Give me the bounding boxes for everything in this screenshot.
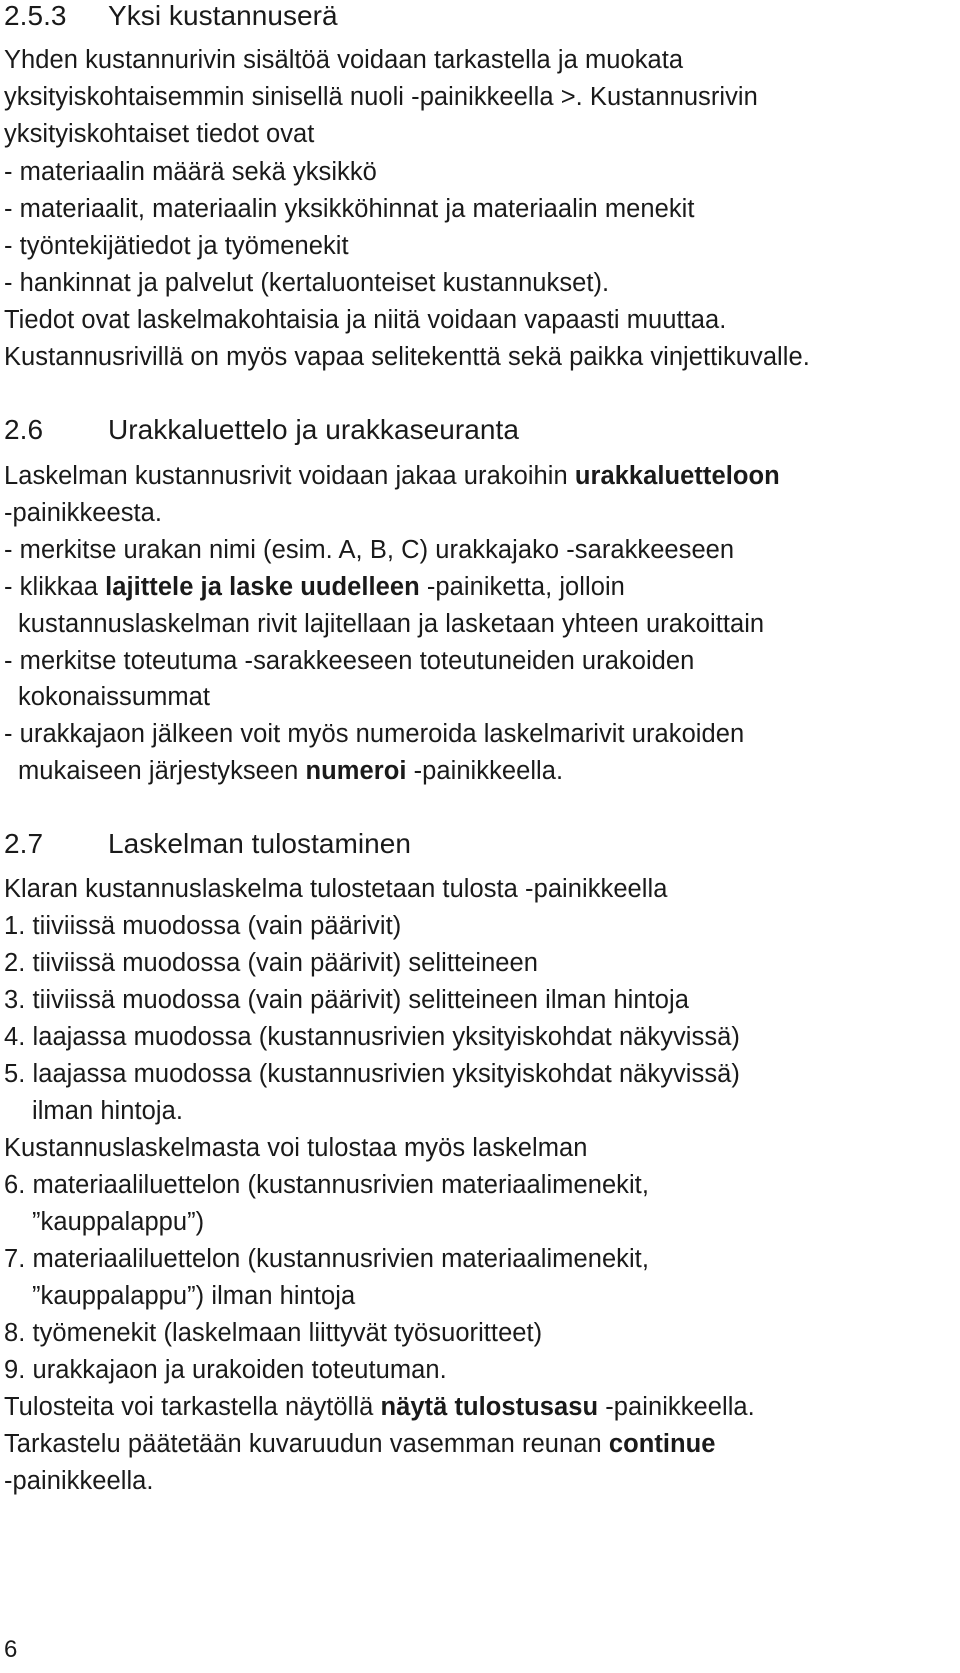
paragraph-line: Klaran kustannuslaskelma tulostetaan tulosta -painikkeella	[4, 875, 668, 903]
list-item: - materiaalit, materiaalin yksikköhinnat ja materiaalin menekit	[4, 195, 695, 223]
list-item	[4, 572, 625, 602]
list-item-continuation	[18, 756, 563, 786]
text-span: -painiketta, jolloin	[419, 573, 625, 601]
numbered-item: 8. työmenekit (laskelmaan liittyvät työsuoritteet)	[4, 1319, 543, 1347]
section-heading-2-6	[4, 414, 519, 446]
section-number: 2.5.3	[4, 0, 67, 31]
section-number: 2.6	[4, 414, 44, 445]
numbered-item-continuation: ”kauppalappu”)	[32, 1208, 205, 1236]
paragraph-line: yksityiskohtaisemmin sinisellä nuoli -painikkeella >. Kustannusrivin	[4, 83, 758, 111]
section-heading-2-7	[4, 828, 411, 860]
paragraph-line: Kustannuslaskelmasta voi tulostaa myös laskelman	[4, 1134, 588, 1162]
paragraph-line: -painikkeella.	[4, 1467, 154, 1495]
text-span: -painikkeella.	[406, 757, 564, 785]
list-item: - työntekijätiedot ja työmenekit	[4, 232, 349, 260]
page-number: 6	[4, 1636, 18, 1663]
list-item: - merkitse urakan nimi (esim. A, B, C) urakkajako -sarakkeeseen	[4, 536, 735, 564]
paragraph-line: Yhden kustannurivin sisältöä voidaan tarkastella ja muokata	[4, 46, 684, 74]
bold-term: lajittele ja laske uudelleen	[105, 573, 420, 601]
numbered-item: 1. tiiviissä muodossa (vain päärivit)	[4, 912, 402, 940]
section-number: 2.7	[4, 828, 44, 859]
list-item: - materiaalin määrä sekä yksikkö	[4, 158, 377, 186]
bold-term: numeroi	[305, 757, 407, 785]
text-span: Tarkastelu päätetään kuvaruudun vasemman reunan	[4, 1430, 609, 1458]
paragraph-line: -painikkeesta.	[4, 499, 163, 527]
text-span: -painikkeella.	[598, 1393, 755, 1421]
bold-term: continue	[608, 1430, 716, 1458]
numbered-item-continuation: ”kauppalappu”) ilman hintoja	[32, 1282, 356, 1310]
section-title: Urakkaluettelo ja urakkaseuranta	[108, 414, 519, 445]
section-title: Yksi kustannuserä	[108, 0, 338, 31]
text-span: Laskelman kustannusrivit voidaan jakaa urakoihin	[4, 462, 575, 490]
text-span: mukaiseen järjestykseen	[18, 757, 306, 785]
section-title: Laskelman tulostaminen	[108, 828, 412, 859]
numbered-item: 5. laajassa muodossa (kustannusrivien yksityiskohdat näkyvissä)	[4, 1060, 740, 1088]
paragraph-line	[4, 461, 780, 491]
numbered-item: 3. tiiviissä muodossa (vain päärivit) selitteineen ilman hintoja	[4, 986, 689, 1014]
numbered-item: 4. laajassa muodossa (kustannusrivien yksityiskohdat näkyvissä)	[4, 1023, 740, 1051]
numbered-item: 6. materiaaliluettelon (kustannusrivien materiaalimenekit,	[4, 1171, 649, 1199]
numbered-item: 7. materiaaliluettelon (kustannusrivien materiaalimenekit,	[4, 1245, 649, 1273]
paragraph-line	[4, 1429, 716, 1459]
list-item-continuation: kustannuslaskelman rivit lajitellaan ja lasketaan yhteen urakoittain	[18, 610, 765, 638]
numbered-item: 2. tiiviissä muodossa (vain päärivit) selitteineen	[4, 949, 538, 977]
bold-term: näytä tulostusasu	[380, 1393, 599, 1421]
paragraph-line: Kustannusrivillä on myös vapaa selitekenttä sekä paikka vinjettikuvalle.	[4, 343, 810, 371]
text-span: Tulosteita voi tarkastella näytöllä	[4, 1393, 381, 1421]
paragraph-line: yksityiskohtaiset tiedot ovat	[4, 120, 315, 148]
list-item: - urakkajaon jälkeen voit myös numeroida laskelmarivit urakoiden	[4, 720, 745, 748]
text-span: - klikkaa	[4, 573, 106, 601]
numbered-item-continuation: ilman hintoja.	[32, 1097, 183, 1125]
paragraph-line	[4, 1392, 755, 1422]
numbered-item: 9. urakkajaon ja urakoiden toteutuman.	[4, 1356, 447, 1384]
bold-term: urakkaluetteloon	[574, 462, 780, 490]
list-item: - hankinnat ja palvelut (kertaluonteiset kustannukset).	[4, 269, 610, 297]
list-item-continuation: kokonaissummat	[18, 683, 211, 711]
paragraph-line: Tiedot ovat laskelmakohtaisia ja niitä voidaan vapaasti muuttaa.	[4, 306, 727, 334]
list-item: - merkitse toteutuma -sarakkeeseen toteutuneiden urakoiden	[4, 647, 695, 675]
section-heading-2-5-3	[4, 0, 338, 32]
